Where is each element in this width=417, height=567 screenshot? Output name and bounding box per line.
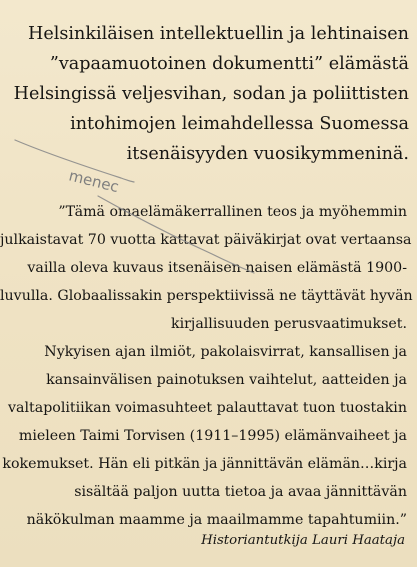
- quote-line-9: mieleen Taimi Torvisen (1911–1995) elämänvaiheet ja: [18, 428, 407, 444]
- quote-line-2: julkaistavat 70 vuotta kattavat päiväkirjat ovat vertaansa: [0, 232, 412, 248]
- pencil-handwriting: menec: [67, 166, 121, 197]
- quote-line-8: valtapolitiikan voimasuhteet palauttavat tuon tuostakin: [8, 400, 407, 416]
- quote-line-1: ”Tämä omaelämäkerrallinen teos ja myöhemmin: [58, 204, 407, 220]
- lead-line-2: ”vapaamuotoinen dokumentti” elämästä: [49, 54, 409, 74]
- quote-line-5: kirjallisuuden perusvaatimukset.: [171, 316, 407, 332]
- lead-line-4: intohimojen leimahdellessa Suomessa: [70, 114, 409, 134]
- quote-attribution: Historiantutkija Lauri Haataja: [201, 533, 405, 548]
- quote-line-7: kansainvälisen painotuksen vaihtelut, aatteiden ja: [46, 372, 407, 388]
- lead-line-5: itsenäisyyden vuosikymmeninä.: [126, 144, 409, 164]
- lead-line-3: Helsingissä veljesvihan, sodan ja poliittisten: [13, 84, 409, 104]
- quote-line-3: vailla oleva kuvaus itsenäisen naisen elämästä 1900-: [27, 260, 407, 276]
- quote-line-10: kokemukset. Hän eli pitkän ja jännittävän elämän…kirja: [2, 456, 407, 472]
- lead-line-1: Helsinkiläisen intellektuellin ja lehtinaisen: [28, 24, 409, 44]
- quote-line-12: näkökulman maamme ja maailmamme tapahtumiin.”: [26, 512, 407, 528]
- quote-line-6: Nykyisen ajan ilmiöt, pakolaisvirrat, kansallisen ja: [44, 344, 407, 360]
- quote-line-4: luvulla. Globaalissakin perspektiivissä ne täyttävät hyvän: [0, 288, 413, 304]
- quote-line-11: sisältää paljon uutta tietoa ja avaa jännittävän: [74, 484, 407, 500]
